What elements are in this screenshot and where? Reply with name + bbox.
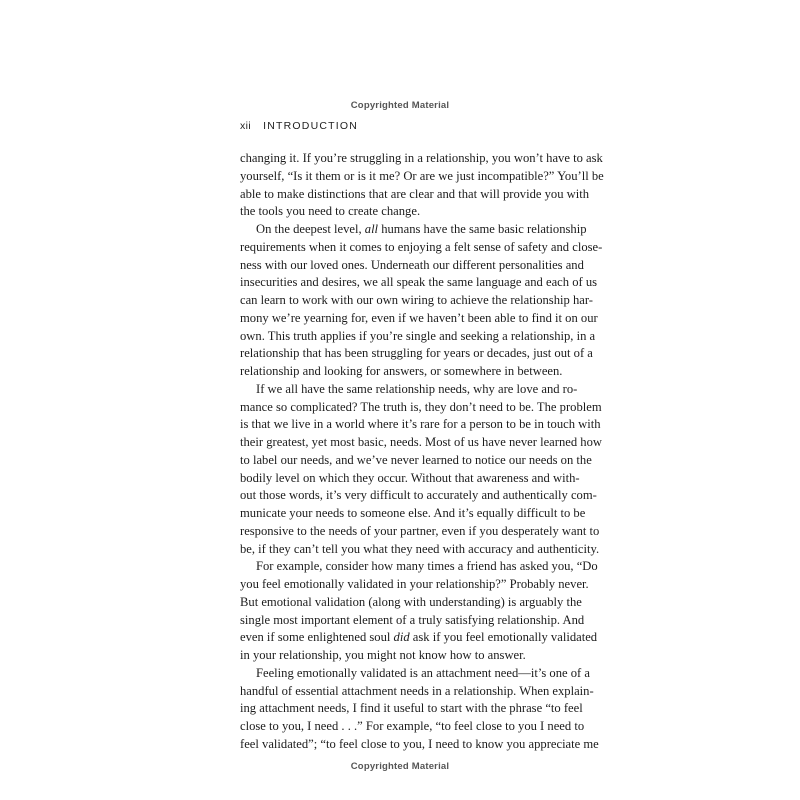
running-head [240,120,358,132]
text-line: feel validated”; “to feel close to you, I need to know you appreciate me [240,736,599,751]
paragraph [240,221,603,381]
text-line: changing it. If you’re struggling in a relationship, you won’t have to ask [240,151,603,165]
text-line: bodily level on which they occur. Without that awareness and with- [240,470,580,485]
text-line: to label our needs, and we’ve never learned to notice our needs on the [240,452,592,467]
page-number: xii [240,120,252,132]
text-line: be, if they can’t tell you what they need with accuracy and authenticity. [240,541,600,556]
paragraph [240,381,602,559]
text-line: able to make distinctions that are clear and that will provide you with [240,186,590,201]
text-line: ness with our loved ones. Underneath our different personalities and [240,257,584,272]
chapter-title: INTRODUCTION [263,120,359,132]
text-line: responsive to the needs of your partner, even if you desperately want to [240,523,600,538]
text-line: single most important element of a truly satisfying relationship. And [240,612,585,627]
text-line: mony we’re yearning for, even if we haven’t been able to find it on our [240,310,598,325]
text-line: can learn to work with our own wiring to achieve the relationship har- [240,293,593,307]
text-line: ing attachment needs, I find it useful to start with the phrase “to feel [240,701,583,716]
text-line: close to you, I need . . .” For example, “to feel close to you I need to [240,719,585,733]
text-line: On the deepest level, all humans have the same basic relationship [256,222,587,236]
text-line: Feeling emotionally validated is an attachment need—it’s one of a [256,665,590,680]
text-line: in your relationship, you might not know how to answer. [240,648,526,662]
text-line: insecurities and desires, we all speak the same language and each of us [240,275,598,290]
text-line: But emotional validation (along with understanding) is arguably the [240,594,582,609]
emphasis: all [364,222,379,236]
text-line: their greatest, yet most basic, needs. Most of us have never learned how [240,435,602,449]
paragraph [240,150,604,221]
text-line: requirements when it comes to enjoying a felt sense of safety and close- [240,239,603,254]
body-text [240,150,604,754]
text-line: mance so complicated? The truth is, they don’t need to be. The problem [240,399,602,414]
text-line: For example, consider how many times a friend has asked you, “Do [256,559,598,574]
text-line: own. This truth applies if you’re single and seeking a relationship, in a [240,328,596,343]
text-line: the tools you need to create change. [240,204,421,219]
text-line: relationship and looking for answers, or somewhere in between. [240,364,563,378]
text-line: relationship that has been struggling for years or decades, just out of a [240,346,593,361]
paragraph [240,558,598,665]
text-line: is that we live in a world where it’s rare for a person to be in touch with [240,417,601,432]
emphasis: did [393,630,410,645]
text-line: out those words, it’s very difficult to accurately and authentically com- [240,488,597,503]
copyright-watermark-top: Copyrighted Material [350,100,450,111]
copyright-watermark-bottom: Copyrighted Material [350,761,450,772]
text-line: you feel emotionally validated in your relationship?” Probably never. [240,577,589,591]
text-line: If we all have the same relationship needs, why are love and ro- [256,381,578,396]
text-line: even if some enlightened soul did ask if you feel emotionally validated [240,630,598,645]
text-line: handful of essential attachment needs in a relationship. When explain- [240,683,594,698]
text-line: yourself, “Is it them or is it me? Or are we just incompatible?” You’ll be [240,168,604,183]
paragraph [240,665,599,754]
text-line: municate your needs to someone else. And it’s equally difficult to be [240,506,586,520]
